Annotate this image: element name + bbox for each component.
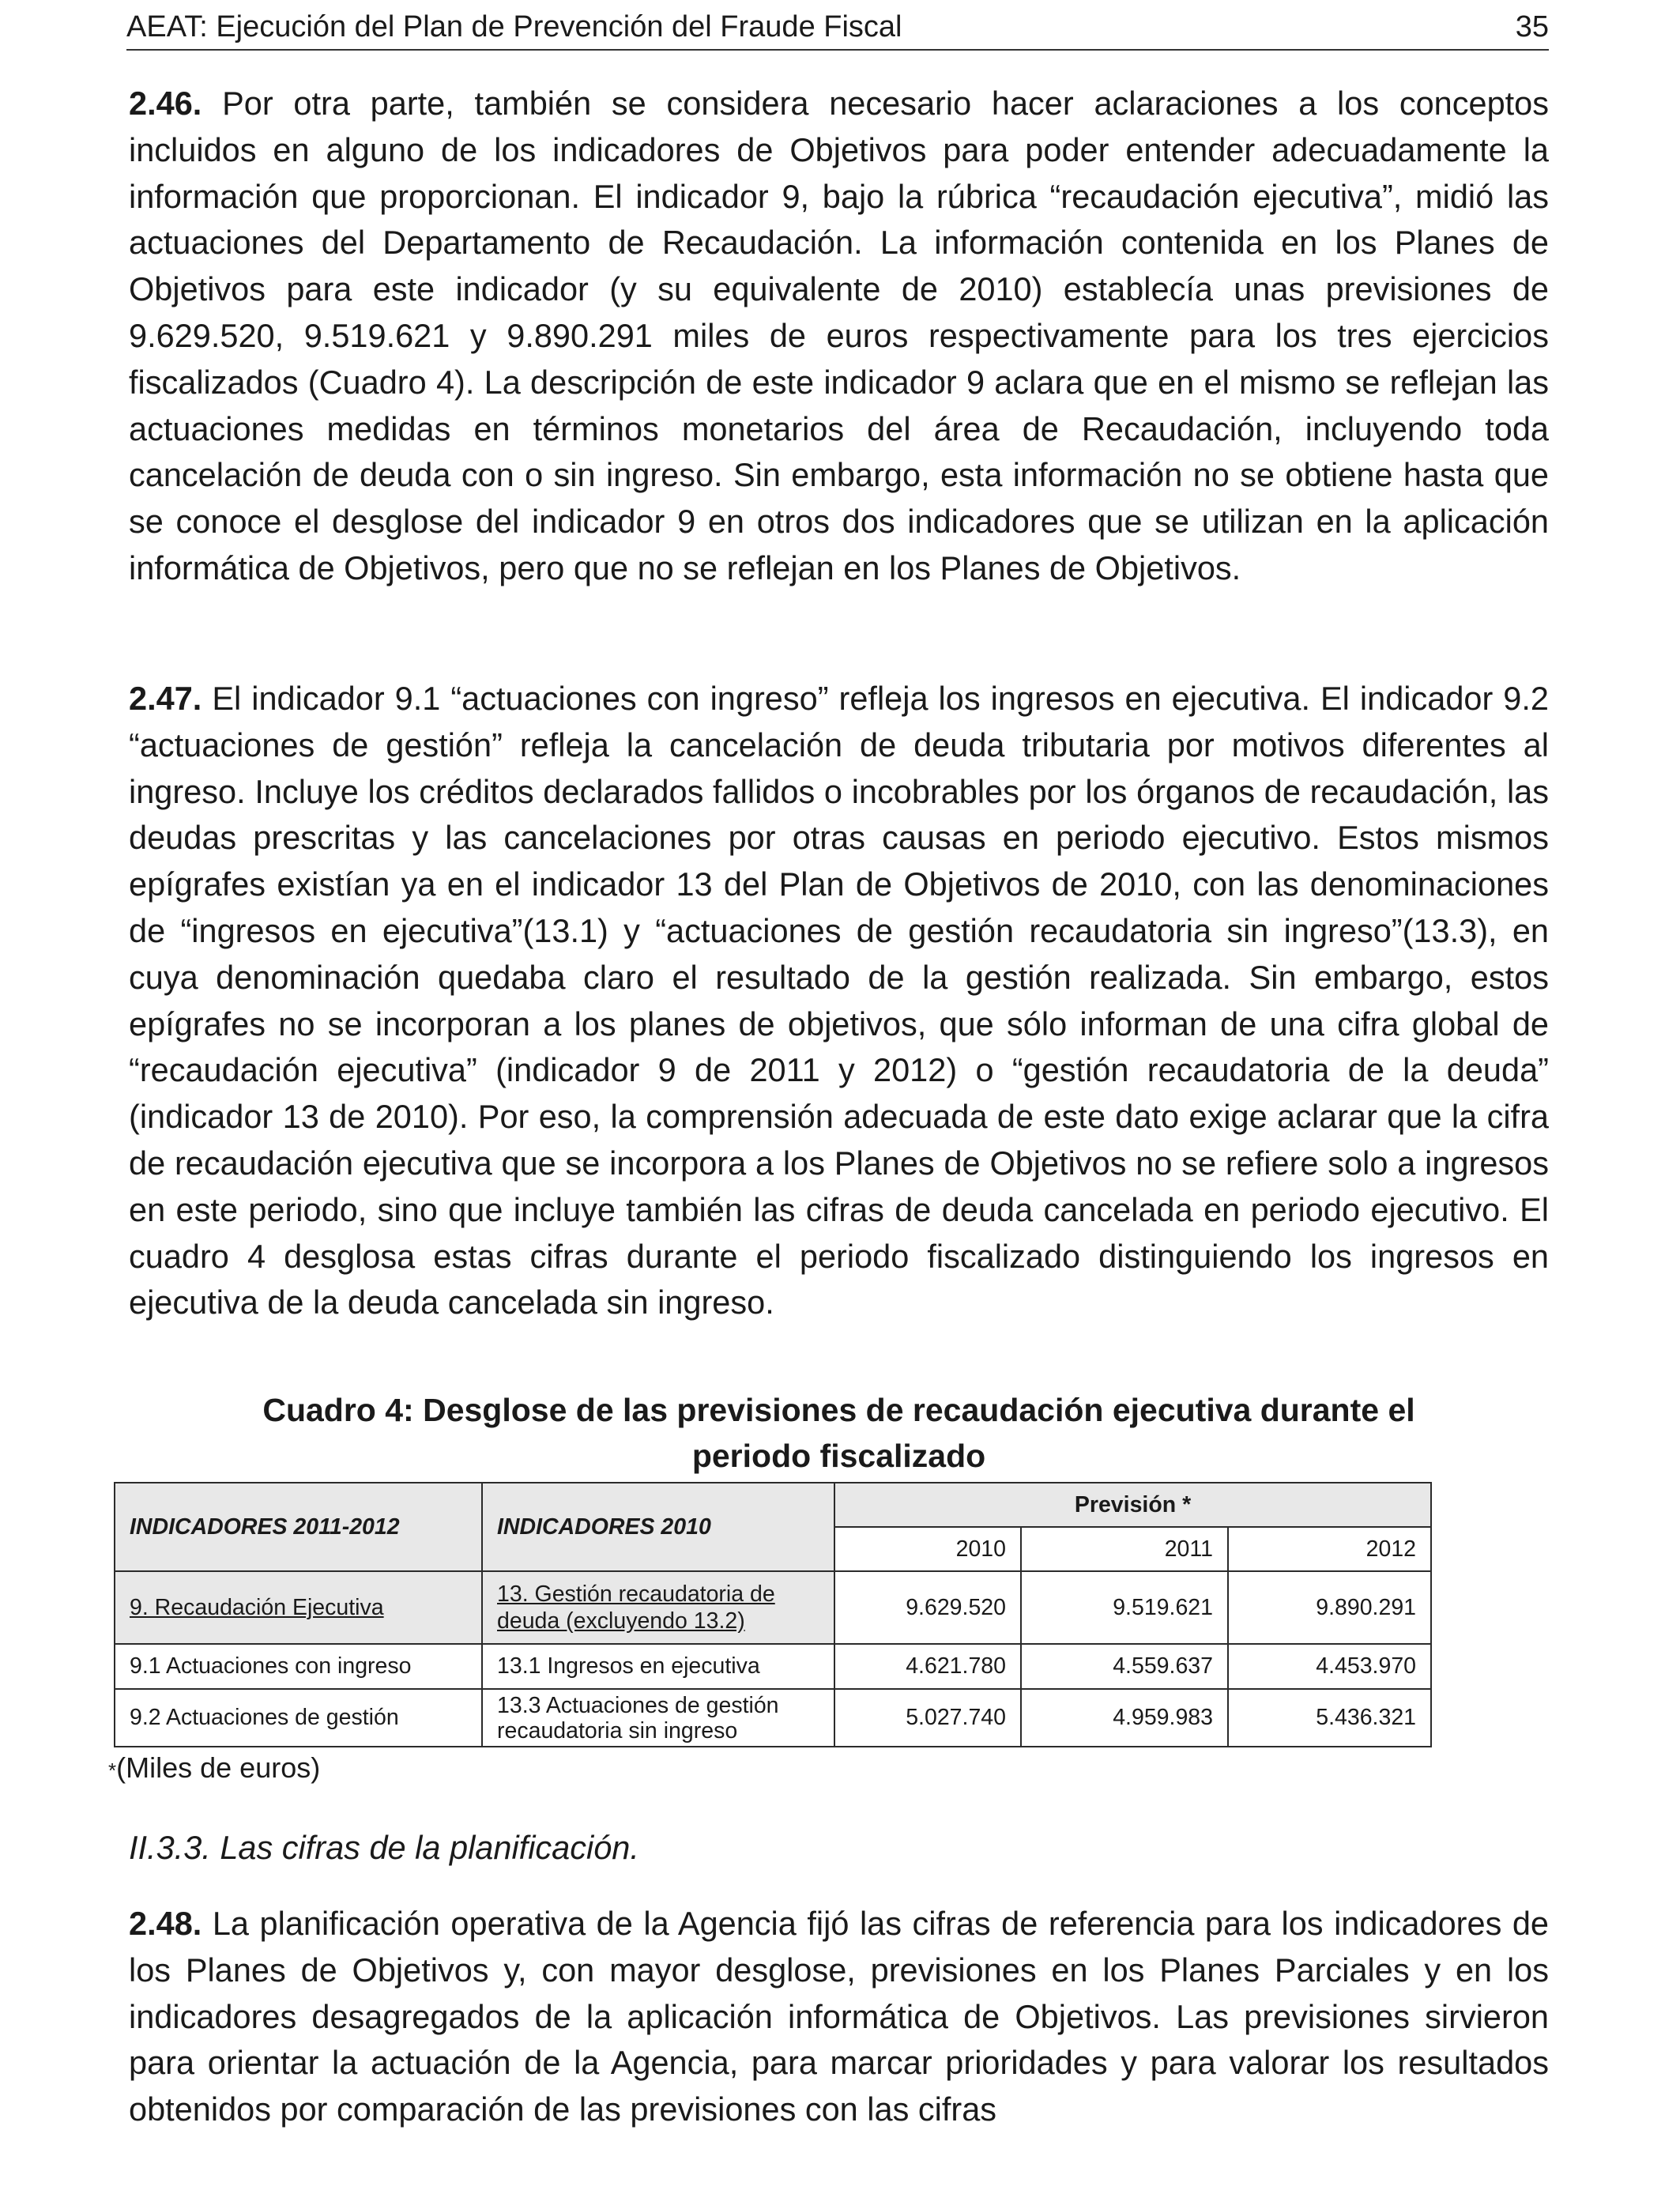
header-indicadores-2011-2012: INDICADORES 2011-2012 — [115, 1483, 482, 1571]
value-cell: 4.621.780 — [834, 1644, 1021, 1689]
header-year: 2012 — [1228, 1527, 1431, 1571]
table-header-row — [115, 1483, 1431, 1527]
paragraph-text: Por otra parte, también se considera necesario hacer aclaraciones a los conceptos incluidos en alguno de los indicadores de Objetivos para poder entender adecuadamente la información que proporcionan. El indicador 9, bajo la rúbrica “recaudación ejecutiva”, midió las actuaciones del Departamento de Recaudación. La información contenida en los Planes de Objetivos para este indicador (y su equivalente de 2010) establecía unas previsiones de 9.629.520, 9.519.621 y 9.890.291 miles de euros respectivamente para los tres ejercicios fiscalizados (Cuadro 4). La descripción de este indicador 9 aclara que en el mismo se reflejan las actuaciones medidas en términos monetarios del área de Recaudación, incluyendo toda cancelación de deuda con o sin ingreso. Sin embargo, esta información no se obtiene hasta que se conoce el desglose del indicador 9 en otros dos indicadores que se utilizan en la aplicación informática de Objetivos, pero que no se reflejan en los Planes de Objetivos. — [129, 85, 1550, 586]
indicator-2010-cell: 13. Gestión recaudatoria de deuda (excluyendo 13.2) — [482, 1571, 834, 1644]
paragraph-number: 2.48. — [129, 1905, 202, 1942]
header-indicadores-2010: INDICADORES 2010 — [482, 1483, 834, 1571]
header-year: 2011 — [1021, 1527, 1228, 1571]
indicator-2011-cell: 9. Recaudación Ejecutiva — [115, 1571, 482, 1644]
value-cell: 5.027.740 — [834, 1689, 1021, 1747]
paragraph-number: 2.47. — [129, 680, 202, 717]
note-asterisk: * — [108, 1759, 117, 1782]
indicator-2011-cell: 9.1 Actuaciones con ingreso — [115, 1644, 482, 1689]
paragraph-text: El indicador 9.1 “actuaciones con ingreso” refleja los ingresos en ejecutiva. El indicador 9.2 “actuaciones de gestión” refleja la cancelación de deuda tributaria por motivos diferentes al ingreso. Incluye los créditos declarados fallidos o incobrables por los órganos de recaudación, las deudas prescritas y las cancelaciones por otras causas en periodo ejecutivo. Estos mismos epígrafes existían ya en el indicador 13 del Plan de Objetivos de 2010, con las denominaciones de “ingresos en ejecutiva”(13.1) y “actuaciones de gestión recaudatoria sin ingreso”(13.3), en cuya denominación quedaba claro el resultado de la gestión realizada. Sin embargo, estos epígrafes no se incorporan a los planes de objetivos, que sólo informan de una cifra global de “recaudación ejecutiva” (indicador 9 de 2011 y 2012) o “gestión recaudatoria de la deuda” (indicador 13 de 2010). Por eso, la comprensión adecuada de este dato exige aclarar que la cifra de recaudación ejecutiva que se incorpora a los Planes de Objetivos no se refiere solo a ingresos en este periodo, sino que incluye también las cifras de deuda cancelada en periodo ejecutivo. El cuadro 4 desglosa estas cifras durante el periodo fiscalizado distinguiendo los ingresos en ejecutiva de la deuda cancelada sin ingreso. — [129, 680, 1550, 1321]
note-text: (Miles de euros) — [116, 1751, 321, 1784]
indicator-2010-cell: 13.1 Ingresos en ejecutiva — [482, 1644, 834, 1689]
value-cell: 9.519.621 — [1021, 1571, 1228, 1644]
page-header — [126, 5, 1549, 51]
header-prevision: Previsión * — [834, 1483, 1431, 1527]
paragraph-2-46 — [129, 81, 1549, 592]
page-number: 35 — [1515, 10, 1549, 43]
value-cell: 9.629.520 — [834, 1571, 1021, 1644]
value-cell: 4.959.983 — [1021, 1689, 1228, 1747]
table-note — [108, 1750, 320, 1789]
subsection-heading: II.3.3. Las cifras de la planificación. — [129, 1829, 639, 1866]
cuadro-4-table — [114, 1482, 1432, 1747]
paragraph-2-47 — [129, 676, 1549, 1326]
value-cell: 9.890.291 — [1228, 1571, 1431, 1644]
paragraph-text: La planificación operativa de la Agencia fijó las cifras de referencia para los indicadores de los Planes de Objetivos y, con mayor desglose, previsiones en los Planes Parciales y en los indicadores desagregados de la aplicación informática de Objetivos. Las previsiones sirvieron para orientar la actuación de la Agencia, para marcar prioridades y para valorar los resultados obtenidos por comparación de las previsiones con las cifras — [129, 1905, 1550, 2128]
value-cell: 5.436.321 — [1228, 1689, 1431, 1747]
table-row — [115, 1689, 1431, 1747]
document-title: AEAT: Ejecución del Plan de Prevención del Fraude Fiscal — [126, 10, 902, 43]
table-row — [115, 1644, 1431, 1689]
value-cell: 4.453.970 — [1228, 1644, 1431, 1689]
indicator-2011-cell: 9.2 Actuaciones de gestión — [115, 1689, 482, 1747]
value-cell: 4.559.637 — [1021, 1644, 1228, 1689]
header-year: 2010 — [834, 1527, 1021, 1571]
table-row — [115, 1571, 1431, 1644]
table-caption: Cuadro 4: Desglose de las previsiones de recaudación ejecutiva durante el periodo fiscalizado — [262, 1392, 1415, 1474]
paragraph-2-48 — [129, 1901, 1549, 2133]
paragraph-number: 2.46. — [129, 85, 202, 122]
indicator-2010-cell: 13.3 Actuaciones de gestión recaudatoria sin ingreso — [482, 1689, 834, 1747]
